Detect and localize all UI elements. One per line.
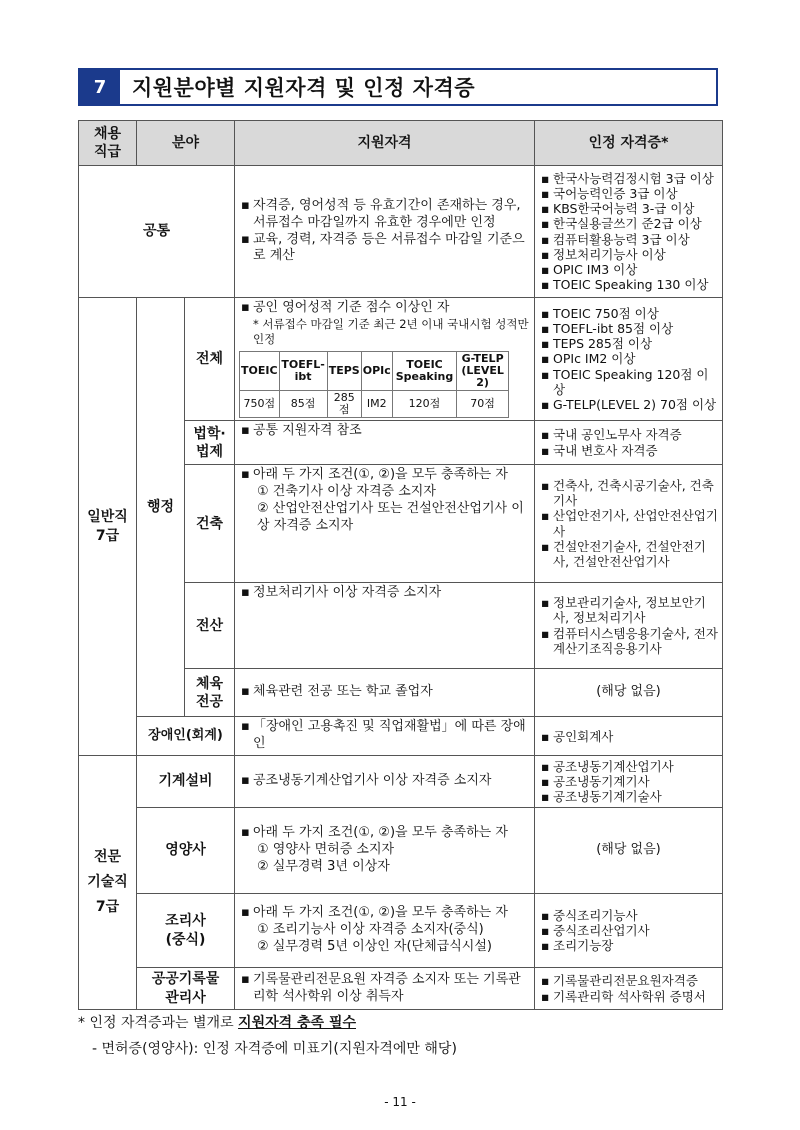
nutri-qual xyxy=(235,808,535,894)
header-qualification: 지원자격 xyxy=(235,121,535,166)
score-val: 120점 xyxy=(392,391,456,418)
list-item: ▪ TOEIC 750점 이상 xyxy=(539,306,718,321)
list-item: ▪ 국내 공인노무사 자격증 xyxy=(539,427,718,442)
list-item: ▪ 조리기능장 xyxy=(539,938,718,953)
nutri-sub-1: ① 영양사 면허증 소지자 xyxy=(257,842,395,858)
score-head: TEPS xyxy=(327,351,361,390)
score-head: OPIc xyxy=(361,351,392,390)
list-item: ▪ 체육관련 전공 또는 학교 졸업자 xyxy=(239,684,530,701)
list-item: ▪ TEPS 285점 이상 xyxy=(539,336,718,351)
arch-sub-2: ② 산업안전산업기사 또는 건설안전산업기사 이상 자격증 소지자 xyxy=(257,501,524,533)
nutri-sub-2: ② 실무경력 3년 이상자 xyxy=(257,858,390,874)
footnote xyxy=(78,1012,356,1032)
list-item: ▪ 아래 두 가지 조건(①, ②)을 모두 충족하는 자 xyxy=(239,467,530,484)
score-val: 85점 xyxy=(279,391,327,418)
cook-qual xyxy=(235,894,535,968)
list-item: ▪ G-TELP(LEVEL 2) 70점 이상 xyxy=(539,397,718,412)
score-head: G-TELP (LEVEL 2) xyxy=(457,351,509,390)
list-item: ▪ TOEIC Speaking 120점 이상 xyxy=(539,367,718,398)
score-head: TOEIC Speaking xyxy=(392,351,456,390)
score-val: IM2 xyxy=(361,391,392,418)
header-grade: 채용 직급 xyxy=(79,121,137,166)
cook-label: 조리사 (중식) xyxy=(137,894,235,968)
all-qual xyxy=(235,298,535,421)
header-field: 분야 xyxy=(137,121,235,166)
general-grade: 일반직 7급 xyxy=(79,298,137,756)
list-item: ▪ 중식조리산업기사 xyxy=(539,923,718,938)
footnote-emphasis: 지원자격 충족 필수 xyxy=(238,1015,356,1031)
list-item: ▪ 공조냉동기계산업기사 xyxy=(539,759,718,774)
list-item: ▪ 정보처리기사 이상 자격증 소지자 xyxy=(239,585,530,602)
list-item: ▪ 기록물관리전문요원자격증 xyxy=(539,973,718,988)
score-val: 285점 xyxy=(327,391,361,418)
law-qual xyxy=(235,421,535,465)
row-special-cook xyxy=(79,894,723,968)
list-item: ▪ 기록관리학 석사학위 증명서 xyxy=(539,989,718,1004)
score-table xyxy=(239,351,509,418)
list-item: ▪ 중식조리기능사 xyxy=(539,908,718,923)
score-head: TOEFL-ibt xyxy=(279,351,327,390)
cook-sub-1: ① 조리기능사 이상 자격증 소지자(중식) xyxy=(257,922,484,938)
special-grade: 전문 기술직 7급 xyxy=(79,756,137,1010)
sport-qual xyxy=(235,669,535,717)
list-item: ▪ 컴퓨터활용능력 3급 이상 xyxy=(539,232,718,247)
it-certs xyxy=(535,583,723,669)
disabled-qual xyxy=(235,717,535,756)
records-certs xyxy=(535,968,723,1010)
mech-qual xyxy=(235,756,535,808)
list-item: ▪ 자격증, 영어성적 등 유효기간이 존재하는 경우, 서류접수 마감일까지 유효한 경우에만 인정 xyxy=(239,198,530,232)
common-certs xyxy=(535,166,723,298)
footnote-text: * 인정 자격증과는 별개로 xyxy=(78,1015,239,1031)
arch-certs xyxy=(535,465,723,583)
row-special-records xyxy=(79,968,723,1010)
list-item: ▪ 공조냉동기계기술사 xyxy=(539,789,718,804)
section-header xyxy=(78,68,718,106)
score-val: 70점 xyxy=(457,391,509,418)
general-field: 행정 xyxy=(137,298,185,717)
it-label: 전산 xyxy=(185,583,235,669)
list-item: ▪ 「장애인 고용촉진 및 직업재활법」에 따른 장애인 xyxy=(239,719,530,753)
nutri-label: 영양사 xyxy=(137,808,235,894)
list-item: ▪ OPIc IM2 이상 xyxy=(539,351,718,366)
row-common xyxy=(79,166,723,298)
arch-label: 건축 xyxy=(185,465,235,583)
arch-qual xyxy=(235,465,535,583)
it-qual xyxy=(235,583,535,669)
list-item: ▪ 한국사능력검정시험 3급 이상 xyxy=(539,171,718,186)
sport-cert: (해당 없음) xyxy=(535,669,723,717)
mech-certs xyxy=(535,756,723,808)
records-qual xyxy=(235,968,535,1010)
records-label: 공공기록물 관리사 xyxy=(137,968,235,1010)
list-item: ▪ 공인 영어성적 기준 점수 이상인 자 xyxy=(239,300,530,317)
common-qual xyxy=(235,166,535,298)
row-general-all xyxy=(79,298,723,421)
list-item: ▪ OPIC IM3 이상 xyxy=(539,262,718,277)
list-item: ▪ KBS한국어능력 3-급 이상 xyxy=(539,201,718,216)
common-label: 공통 xyxy=(79,166,235,298)
law-label: 법학· 법제 xyxy=(185,421,235,465)
list-item: ▪ 공조냉동기계산업기사 이상 자격증 소지자 xyxy=(239,773,530,790)
list-item: ▪ 공인회계사 xyxy=(539,729,718,744)
disabled-cert xyxy=(535,717,723,756)
list-item: ▪ 교육, 경력, 자격증 등은 서류접수 마감일 기준으로 계산 xyxy=(239,232,530,266)
list-item: ▪ 한국실용글쓰기 준2급 이상 xyxy=(539,216,718,231)
all-certs xyxy=(535,298,723,421)
sport-label: 체육 전공 xyxy=(185,669,235,717)
nutri-cert: (해당 없음) xyxy=(535,808,723,894)
list-item: ▪ 국내 변호사 자격증 xyxy=(539,443,718,458)
page-number: - 11 - xyxy=(384,1095,416,1109)
footnote-sub: - 면허증(영양사): 인정 자격증에 미표기(지원자격에만 해당) xyxy=(92,1041,457,1057)
list-item: ▪ 공조냉동기계기사 xyxy=(539,774,718,789)
list-item: ▪ 건축사, 건축시공기술사, 건축기사 xyxy=(539,478,718,509)
score-val: 750점 xyxy=(240,391,280,418)
all-label: 전체 xyxy=(185,298,235,421)
list-item: ▪ 산업안전기사, 산업안전산업기사 xyxy=(539,508,718,539)
list-item: ▪ 건설안전기술사, 건설안전기사, 건설안전산업기사 xyxy=(539,539,718,570)
table-header-row xyxy=(79,121,723,166)
list-item: ▪ 아래 두 가지 조건(①, ②)을 모두 충족하는 자 xyxy=(239,825,530,842)
row-special-mech xyxy=(79,756,723,808)
list-item: ▪ 컴퓨터시스템응용기술사, 전자계산기조직응용기사 xyxy=(539,626,718,657)
cook-certs xyxy=(535,894,723,968)
row-special-nutri xyxy=(79,808,723,894)
row-general-disabled xyxy=(79,717,723,756)
list-item: ▪ 정보관리기술사, 정보보안기사, 정보처리기사 xyxy=(539,595,718,626)
list-item: ▪ 기록물관리전문요원 자격증 소지자 또는 기록관리학 석사학위 이상 취득자 xyxy=(239,972,530,1006)
list-item: ▪ 아래 두 가지 조건(①, ②)을 모두 충족하는 자 xyxy=(239,905,530,922)
header-certificate: 인정 자격증* xyxy=(535,121,723,166)
all-note: * 서류접수 마감일 기준 최근 2년 이내 국내시험 성적만 인정 xyxy=(253,316,529,346)
list-item: ▪ 국어능력인증 3급 이상 xyxy=(539,186,718,201)
list-item: ▪ 공통 지원자격 참조 xyxy=(239,423,530,440)
cook-sub-2: ② 실무경력 5년 이상인 자(단체급식시설) xyxy=(257,938,492,954)
mech-label: 기계설비 xyxy=(137,756,235,808)
section-number: 7 xyxy=(80,70,120,104)
list-item: ▪ TOEFL-ibt 85점 이상 xyxy=(539,321,718,336)
list-item: ▪ 정보처리기능사 이상 xyxy=(539,247,718,262)
section-title: 지원분야별 지원자격 및 인정 자격증 xyxy=(132,76,476,100)
arch-sub-1: ① 건축기사 이상 자격증 소지자 xyxy=(257,484,436,500)
disabled-label: 장애인(회계) xyxy=(137,717,235,756)
score-head: TOEIC xyxy=(240,351,280,390)
qualification-table xyxy=(78,120,723,1010)
law-certs xyxy=(535,421,723,465)
list-item: ▪ TOEIC Speaking 130 이상 xyxy=(539,277,718,292)
